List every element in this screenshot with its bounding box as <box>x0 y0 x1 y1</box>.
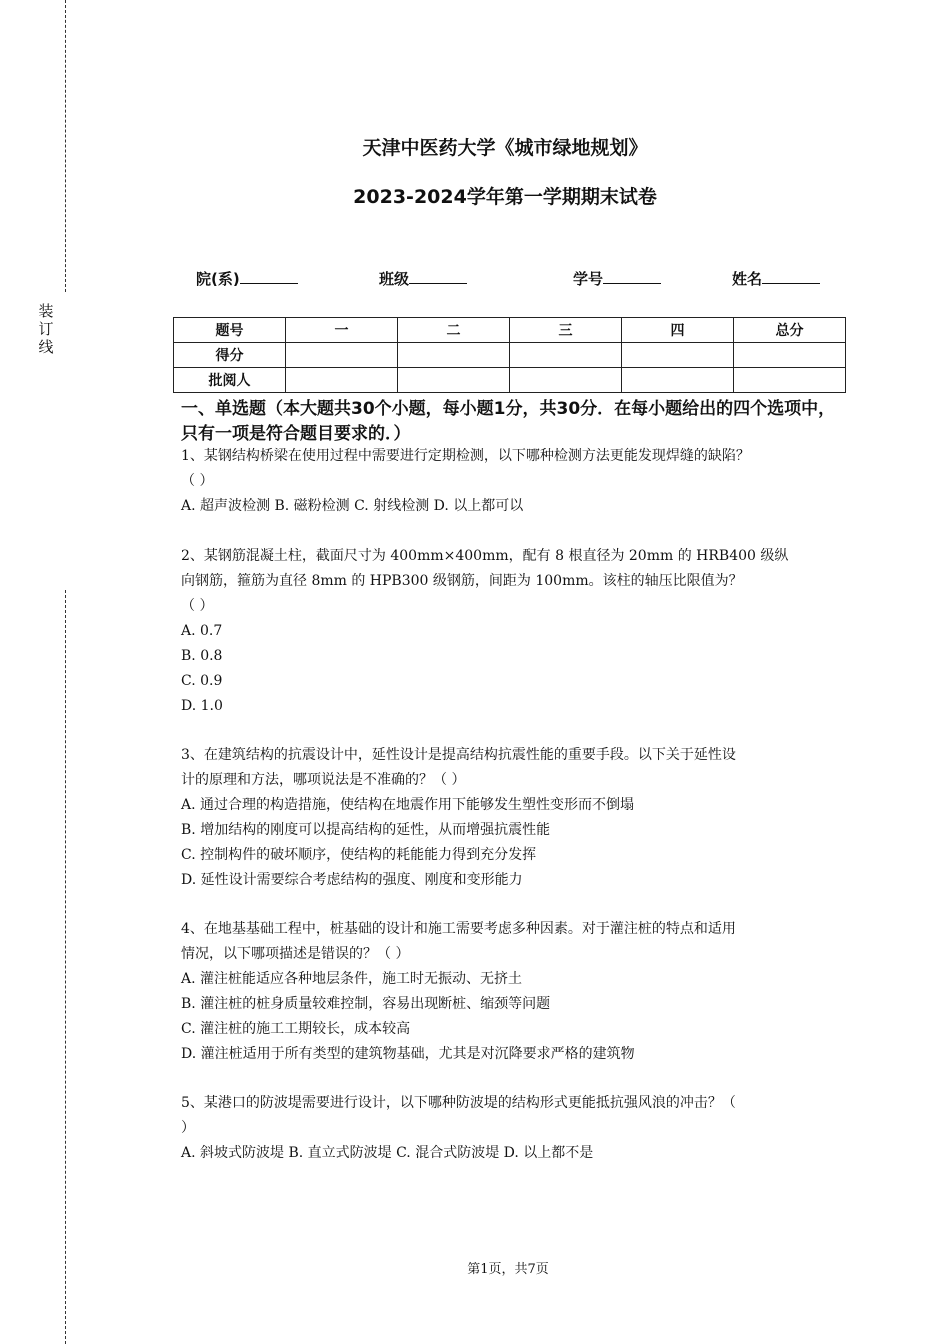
question-option: C. 灌注桩的施工工期较长，成本较高 <box>181 1021 411 1037</box>
page-number: 第1页，共7页 <box>467 1262 549 1277</box>
department-field[interactable] <box>196 268 298 289</box>
score-cell[interactable] <box>510 343 622 368</box>
question-stem-line: （ ） <box>181 598 214 614</box>
question-option: A. 0.7 <box>181 623 223 639</box>
binding-char: 订 <box>38 320 54 338</box>
score-row <box>174 343 846 368</box>
binding-char: 装 <box>38 302 54 320</box>
binding-dashed-line-bottom <box>65 590 66 1344</box>
student-id-blank[interactable] <box>603 268 661 284</box>
grader-row <box>174 368 846 393</box>
question-option: B. 灌注桩的桩身质量较难控制，容易出现断桩、缩颈等问题 <box>181 996 551 1012</box>
class-field[interactable] <box>379 268 467 289</box>
grader-cell[interactable] <box>622 368 734 393</box>
question-stem-line: 1、某钢结构桥梁在使用过程中需要进行定期检测，以下哪种检测方法更能发现焊缝的缺陷？ <box>181 448 750 464</box>
question-stem-line: ） <box>181 1120 195 1136</box>
question-option: A. 灌注桩能适应各种地层条件，施工时无振动、无挤土 <box>181 971 523 987</box>
grader-row-label: 批阅人 <box>174 368 286 393</box>
score-row-label: 得分 <box>174 343 286 368</box>
question-option: B. 增加结构的刚度可以提高结构的延性，从而增强抗震性能 <box>181 822 551 838</box>
score-cell[interactable] <box>398 343 510 368</box>
question-stem-line: 向钢筋，箍筋为直径 8mm 的 HPB300 级钢筋，间距为 100mm。该柱的轴压比限值为？ <box>181 573 743 589</box>
question-stem-line: 计的原理和方法，哪项说法是不准确的？（ ） <box>181 772 466 788</box>
grader-cell[interactable] <box>398 368 510 393</box>
question-5 <box>181 1091 845 1166</box>
grader-cell[interactable] <box>510 368 622 393</box>
question-3 <box>181 743 845 893</box>
score-cell[interactable] <box>734 343 846 368</box>
department-label: 院(系) <box>196 270 240 288</box>
question-stem-line: 2、某钢筋混凝土柱，截面尺寸为 400mm×400mm，配有 8 根直径为 20mm 的 HRB400 级纵 <box>181 548 789 564</box>
name-blank[interactable] <box>762 268 820 284</box>
name-field[interactable] <box>732 268 820 289</box>
question-option: C. 0.9 <box>181 673 223 689</box>
score-cell[interactable] <box>622 343 734 368</box>
binding-char: 线 <box>38 338 54 356</box>
class-label: 班级 <box>379 270 410 288</box>
score-table-header-row <box>174 318 846 343</box>
question-2 <box>181 544 845 719</box>
grader-cell[interactable] <box>286 368 398 393</box>
class-blank[interactable] <box>409 268 467 284</box>
question-stem-line: （ ） <box>181 473 214 489</box>
question-option: A. 超声波检测 B. 磁粉检测 C. 射线检测 D. 以上都可以 <box>181 498 524 514</box>
question-1 <box>181 444 845 519</box>
question-option: A. 斜坡式防波堤 B. 直立式防波堤 C. 混合式防波堤 D. 以上都不是 <box>181 1145 594 1161</box>
question-option: D. 1.0 <box>181 698 223 714</box>
question-option: B. 0.8 <box>181 648 223 664</box>
question-stem-line: 4、在地基基础工程中，桩基础的设计和施工需要考虑多种因素。对于灌注桩的特点和适用 <box>181 921 736 937</box>
header-cell-total: 总分 <box>734 318 846 343</box>
name-label: 姓名 <box>732 270 763 288</box>
binding-label <box>36 302 56 356</box>
question-option: D. 延性设计需要综合考虑结构的强度、刚度和变形能力 <box>181 872 523 888</box>
question-stem-line: 情况，以下哪项描述是错误的？（ ） <box>181 946 410 962</box>
header-cell-question-no: 题号 <box>174 318 286 343</box>
question-stem-line: 5、某港口的防波堤需要进行设计，以下哪种防波堤的结构形式更能抵抗强风浪的冲击？（ <box>181 1095 736 1111</box>
student-id-field[interactable] <box>573 268 661 289</box>
student-id-label: 学号 <box>573 270 604 288</box>
score-table <box>173 317 846 393</box>
section-heading: 一、单选题（本大题共30个小题，每小题1分，共30分．在每小题给出的四个选项中，只有一项是符合题目要求的．） <box>181 399 836 444</box>
grader-cell[interactable] <box>734 368 846 393</box>
question-option: D. 灌注桩适用于所有类型的建筑物基础，尤其是对沉降要求严格的建筑物 <box>181 1046 635 1062</box>
question-option: A. 通过合理的构造措施，使结构在地震作用下能够发生塑性变形而不倒塌 <box>181 797 635 813</box>
header-cell-part-3: 三 <box>510 318 622 343</box>
question-4 <box>181 917 845 1067</box>
exam-title: 天津中医药大学《城市绿地规划》 <box>362 137 648 159</box>
exam-subtitle: 2023-2024学年第一学期期末试卷 <box>353 186 657 208</box>
question-stem-line: 3、在建筑结构的抗震设计中，延性设计是提高结构抗震性能的重要手段。以下关于延性设 <box>181 747 736 763</box>
question-option: C. 控制构件的破坏顺序，使结构的耗能能力得到充分发挥 <box>181 847 537 863</box>
header-cell-part-2: 二 <box>398 318 510 343</box>
header-cell-part-1: 一 <box>286 318 398 343</box>
department-blank[interactable] <box>240 268 298 284</box>
student-info-row <box>0 268 950 292</box>
score-cell[interactable] <box>286 343 398 368</box>
header-cell-part-4: 四 <box>622 318 734 343</box>
